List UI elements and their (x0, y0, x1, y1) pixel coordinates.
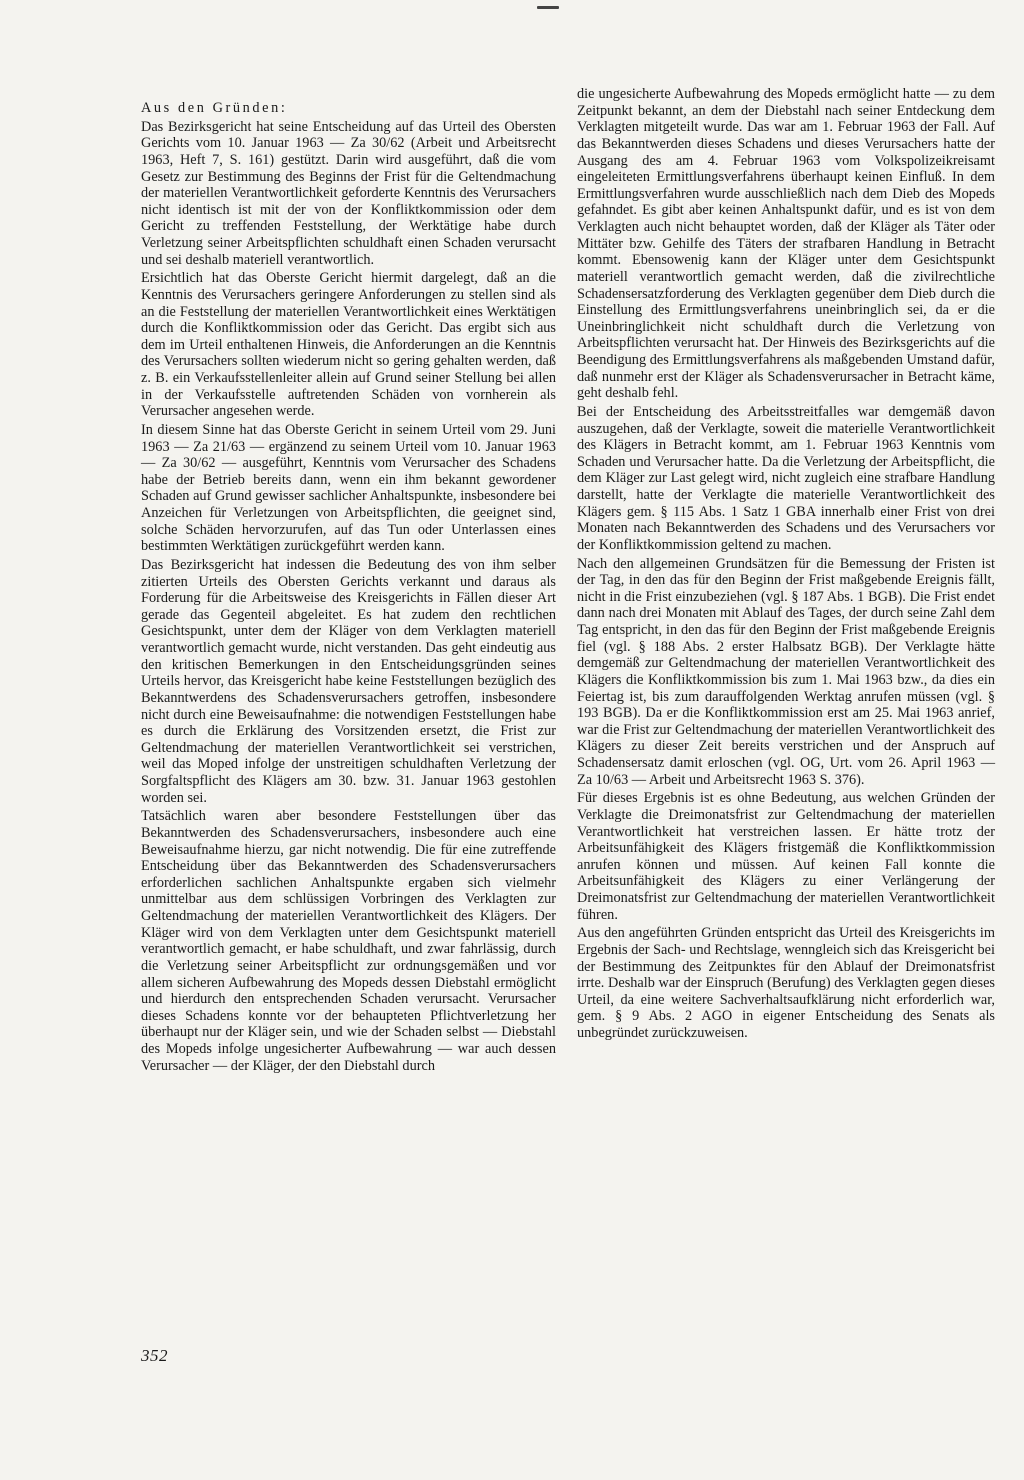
paragraph: In diesem Sinne hat das Oberste Gericht in seinem Urteil vom 29. Juni 1963 — Za 21/63 — ergänzend zu seinem Urteil vom 10. Januar 1963 — Za 30/62 — ausgeführt, Kenntnis vom Verursacher des Schadens habe der Betrieb bereits dann, wenn ein ihm bekannt gewordener Schaden auf Grund gewisser sachlicher Anhaltspunkte, insbesondere bei Anzeichen für Verletzungen von Arbeitspflichten, die geeignet sind, solche Schäden hervorzurufen, auf das Tun oder Unterlassen eines bestimmten Werktätigen zurückgeführt werden kann. (141, 421, 556, 555)
paragraph: Bei der Entscheidung des Arbeitsstreitfalles war demgemäß davon auszugehen, daß der Verklagte, soweit die materielle Verantwortlichkeit des Klägers in Betracht kommt, am 1. Februar 1963 Kenntnis vom Schaden und Verursacher hatte. Da die Verletzung der Arbeitspflicht, die dem Kläger zur Last gelegt wird, nicht zugleich eine strafbare Handlung darstellt, hatte der Verklagte die materielle Verantwortlichkeit des Klägers gem. § 115 Abs. 1 Satz 1 GBA innerhalb einer Frist von drei Monaten nach Bekanntwerden des Schadens und des Verursachers vor der Konfliktkommission geltend zu machen. (577, 403, 995, 553)
paragraph: Für dieses Ergebnis ist es ohne Bedeutung, aus welchen Gründen der Verklagte die Dreimonatsfrist zur Geltendmachung der materiellen Verantwortlichkeit hat verstreichen lassen. Er hätte trotz der Arbeitsunfähigkeit des Klägers fristgemäß die Konfliktkommission anrufen können und müssen. Auf keinen Fall konnte die Arbeitsunfähigkeit des Klägers zu einer Verlängerung der Dreimonatsfrist zur Geltendmachung der materiellen Verantwortlichkeit führen. (577, 790, 995, 923)
paragraph: Das Bezirksgericht hat indessen die Bedeutung des von ihm selber zitierten Urteils des Obersten Gerichts verkannt und daraus als Forderung für die Arbeitsweise des Kreisgerichts in Fällen dieser Art gerade das Gegenteil abgeleitet. Es hat zudem den rechtlichen Gesichtspunkt, unter dem der Kläger von dem Verklagten materiell verantwortlich gemacht wurde, nicht verstanden. Das geht eindeutig aus den kritischen Bemerkungen in den Entscheidungsgründen seines Urteils hervor, das Kreisgericht habe keine Feststellungen bezüglich des Bekanntwerdens des Schadensverursachers getroffen, insbesondere nicht durch eine Beweisaufnahme: die notwendigen Feststellungen habe es durch die Erklärung des Vorsitzenden ersetzt, die Frist zur Geltendmachung der materiellen Verantwortlichkeit sei verstrichen, weil das Moped infolge der unstreitigen schuldhaften Verletzung der Sorgfaltspflicht des Klägers am 30. bzw. 31. Januar 1963 gestohlen worden sei. (141, 556, 556, 806)
right-column (577, 86, 995, 1042)
paragraph: Das Bezirksgericht hat seine Entscheidung auf das Urteil des Obersten Gerichts vom 10. Januar 1963 — Za 30/62 (Arbeit und Arbeitsrecht 1963, Heft 7, S. 161) gestützt. Darin wird ausgeführt, daß die vom Gesetz zur Bestimmung des Beginns der Frist für die Geltendmachung der materiellen Verantwortlichkeit geforderte Kenntnis des Verursachers nicht identisch ist mit der von der Konfliktkommission oder dem Gericht zu treffenden Feststellung, der Werktätige habe durch Verletzung seiner Arbeitspflichten schuldhaft einen Schaden verursacht und sei deshalb materiell verantwortlich. (141, 118, 556, 268)
paragraph: Aus den angeführten Gründen entspricht das Urteil des Kreisgerichts im Ergebnis der Sach- und Rechtslage, wenngleich sich das Kreisgericht bei der Bestimmung des Zeitpunktes für den Ablauf der Dreimonatsfrist irrte. Deshalb war der Einspruch (Berufung) des Verklagten gegen dieses Urteil, da eine weitere Sachverhaltsaufklärung nicht erforderlich war, gem. § 9 Abs. 2 AGO in eigener Entscheidung des Senats als unbegründet zurückzuweisen. (577, 925, 995, 1041)
paragraph: Tatsächlich waren aber besondere Feststellungen über das Bekanntwerden des Schadensverursachers, insbesondere auch eine Beweisaufnahme hierzu, gar nicht notwendig. Die für eine zutreffende Entscheidung über das Bekanntwerden des Schadensverursachers erforderlichen sachlichen Anhaltspunkte ergaben sich vielmehr unmittelbar aus dem schlüssigen Vorbringen des Verklagten zur Geltendmachung der materiellen Verantwortlichkeit des Klägers. Der Kläger wird von dem Verklagten unter dem Gesichtspunkt materiell verantwortlich gemacht, er habe schuldhaft, und zwar fahrlässig, durch die Verletzung seiner Arbeitspflicht zur ordnungsgemäßen und vor allem sicheren Aufbewahrung des Mopeds dessen Diebstahl ermöglicht und hierdurch den entsprechenden Schaden verursacht. Verursacher dieses Schadens konnte vor der behaupteten Pflichtverletzung her überhaupt nur der Kläger sein, und wie der Schaden selbst — Diebstahl des Mopeds infolge ungesicherter Aufbewahrung — war auch dessen Verursacher — der Kläger, der den Diebstahl durch (141, 808, 556, 1074)
scan-mark (537, 6, 559, 9)
page-number: 352 (141, 1346, 168, 1365)
paragraph: Ersichtlich hat das Oberste Gericht hiermit dargelegt, daß an die Kenntnis des Verursachers geringere Anforderungen zu stellen sind als an die Feststellung der materiellen Verantwortlichkeit eines Werktätigen durch die Konfliktkommission oder das Gericht. Das ergibt sich aus dem im Urteil enthaltenen Hinweis, die Anforderungen an die Kenntnis des Verursachers sollten wiederum nicht so gering gehalten werden, daß z. B. ein Verkaufsstellenleiter allein auf Grund seiner Stellung bei allen in der Verkaufsstelle auftretenden Schäden von vornherein als Verursacher angesehen werde. (141, 270, 556, 420)
paragraph: Nach den allgemeinen Grundsätzen für die Bemessung der Fristen ist der Tag, in den das für den Beginn der Frist maßgebende Ereignis fällt, nicht in die Frist einzubeziehen (vgl. § 187 Abs. 1 BGB). Die Frist endet dann nach drei Monaten mit Ablauf des Tages, der durch seine Zahl dem Tag entspricht, in den das für den Beginn der Frist maßgebende Ereignis fiel (vgl. § 188 Abs. 2 erster Halbsatz BGB). Der Verklagte hätte demgemäß zur Geltendmachung der materiellen Verantwortlichkeit des Klägers die Konfliktkommission bis zum 1. Mai 1963 bzw., da dies ein Feiertag ist, bis zum darauffolgenden Werktag anrufen müssen (vgl. § 193 BGB). Da er die Konfliktkommission erst am 25. Mai 1963 anrief, war die Frist zur Geltendmachung der materiellen Verantwortlichkeit des Klägers zu dieser Zeit bereits verstrichen und der Anspruch auf Schadensersatz damit erloschen (vgl. OG, Urt. vom 26. April 1963 — Za 10/63 — Arbeit und Arbeitsrecht 1963 S. 376). (577, 555, 995, 788)
left-column (141, 100, 556, 1074)
section-heading: Aus den Gründen: (141, 100, 288, 116)
paragraph: die ungesicherte Aufbewahrung des Mopeds ermöglicht hatte — zu dem Zeitpunkt bekannt, an dem der Diebstahl nach seiner Entdeckung dem Verklagten mitgeteilt wurde. Das war am 1. Februar 1963 der Fall. Auf das Bekanntwerden dieses Schadens und dieses Verursachers hatte der Ausgang des am 4. Februar 1963 vom Volkspolizeikreisamt eingeleiteten Ermittlungsverfahrens überhaupt keinen Einfluß. In dem Ermittlungsverfahren wurde ausschließlich nach dem Dieb des Mopeds gefahndet. Es gibt aber keinen Anhaltspunkt dafür, und es ist von dem Verklagten auch nicht behauptet worden, daß der Kläger als Täter oder Mittäter bzw. Gehilfe des Täters der strafbaren Handlung in Betracht kommt. Ebensowenig kann der Kläger unter dem Gesichtspunkt materiell verantwortlich gemacht werden, daß die zivilrechtliche Schadensersatzforderung des Verklagten gegenüber dem Dieb durch die Einstellung des Ermittlungsverfahrens uneinbringlich sei, da er die Uneinbringlichkeit nicht schuldhaft durch die Verletzung von Arbeitspflichten verursacht hat. Der Hinweis des Bezirksgerichts auf die Beendigung des Ermittlungsverfahrens als maßgebenden Umstand dafür, daß nunmehr erst der Kläger als Schadensverursacher in Betracht käme, geht deshalb fehl. (577, 86, 995, 402)
